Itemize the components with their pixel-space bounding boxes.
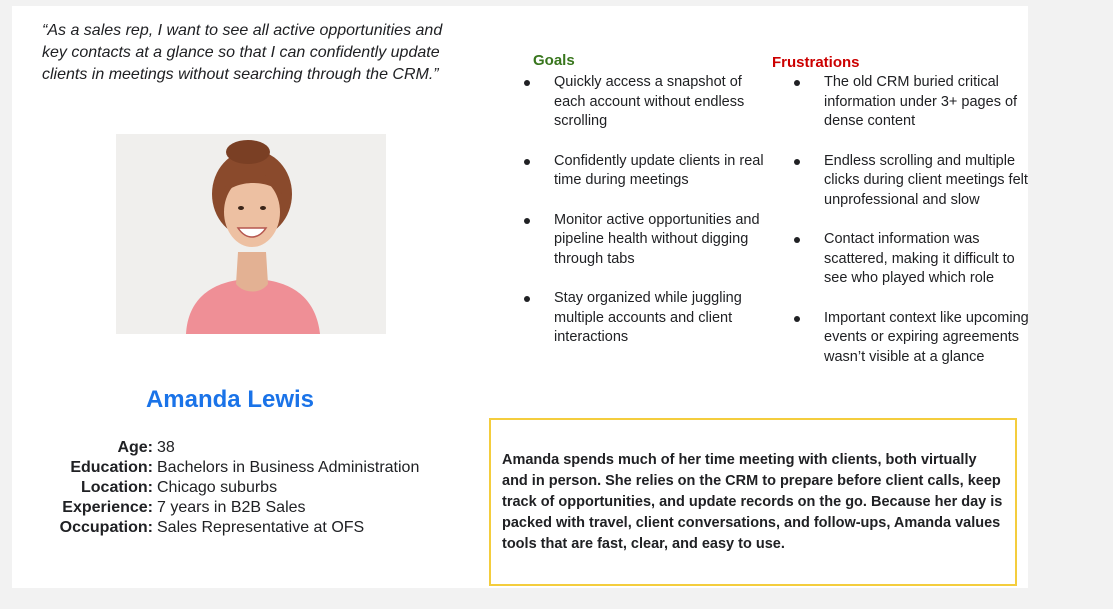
detail-row-experience: [42, 498, 419, 518]
frustration-text: Important context like upcoming events or expiring agreements wasn’t visible at a glance: [824, 309, 1029, 365]
frustration-item: [790, 152, 1030, 211]
detail-label: Occupation:: [59, 519, 153, 536]
detail-row-age: [42, 438, 419, 458]
goals-heading: Goals: [533, 52, 575, 69]
detail-label: Age:: [117, 439, 153, 456]
goal-item: [520, 152, 770, 191]
goal-item: [520, 73, 770, 132]
bullet-dot-icon: [794, 80, 800, 86]
detail-value: Chicago suburbs: [157, 479, 278, 496]
persona-quote: “As a sales rep, I want to see all active opportunities and key contacts at a glance so that I can confidently update clients in meetings without searching through the CRM.”: [42, 22, 443, 83]
frustration-item: [790, 230, 1030, 289]
persona-summary-text: Amanda spends much of her time meeting with clients, both virtually and in person. She relies on the CRM to prepare before client calls, keep track of opportunities, and update records on the go. Because her day is packed with travel, client conversations, and follow-ups, Amanda values tools that are fast, clear, and easy to use.: [502, 452, 1003, 552]
detail-value: Bachelors in Business Administration: [157, 459, 420, 476]
detail-row-location: [42, 478, 419, 498]
bullet-dot-icon: [524, 80, 530, 86]
goal-item: [520, 289, 770, 348]
goal-item: [520, 211, 770, 270]
bullet-dot-icon: [524, 159, 530, 165]
bullet-dot-icon: [794, 237, 800, 243]
frustration-text: Contact information was scattered, making it difficult to see who played which role: [824, 231, 1015, 286]
bullet-dot-icon: [794, 159, 800, 165]
frustration-item: [790, 73, 1030, 132]
frustration-text: The old CRM buried critical information under 3+ pages of dense content: [824, 74, 1018, 129]
persona-name: Amanda Lewis: [145, 386, 315, 413]
detail-label: Education:: [70, 459, 153, 476]
detail-label: Location:: [81, 479, 153, 496]
persona-summary-box: [489, 418, 1017, 586]
persona-photo: [116, 134, 386, 334]
frustrations-heading: Frustrations: [772, 54, 860, 71]
goal-text: Quickly access a snapshot of each account without endless scrolling: [554, 74, 745, 129]
persona-details: [42, 438, 419, 538]
detail-value: Sales Representative at OFS: [157, 519, 365, 536]
goal-text: Monitor active opportunities and pipeline health without digging through tabs: [554, 211, 760, 267]
detail-label: Experience:: [62, 499, 153, 516]
persona-card: [12, 6, 1028, 588]
detail-row-occupation: [42, 518, 419, 538]
portrait-illustration: [116, 134, 386, 334]
goal-text: Confidently update clients in real time during meetings: [554, 152, 764, 188]
frustration-item: [790, 309, 1030, 368]
goal-text: Stay organized while juggling multiple accounts and client interactions: [554, 290, 742, 345]
detail-row-education: [42, 458, 419, 478]
bullet-dot-icon: [524, 218, 530, 224]
frustrations-list: [790, 73, 1030, 387]
bullet-dot-icon: [524, 296, 530, 302]
detail-value: 7 years in B2B Sales: [157, 499, 306, 516]
frustration-text: Endless scrolling and multiple clicks during client meetings felt unprofessional and slow: [824, 152, 1028, 208]
goals-list: [520, 73, 770, 368]
bullet-dot-icon: [794, 316, 800, 322]
detail-value: 38: [157, 439, 175, 456]
